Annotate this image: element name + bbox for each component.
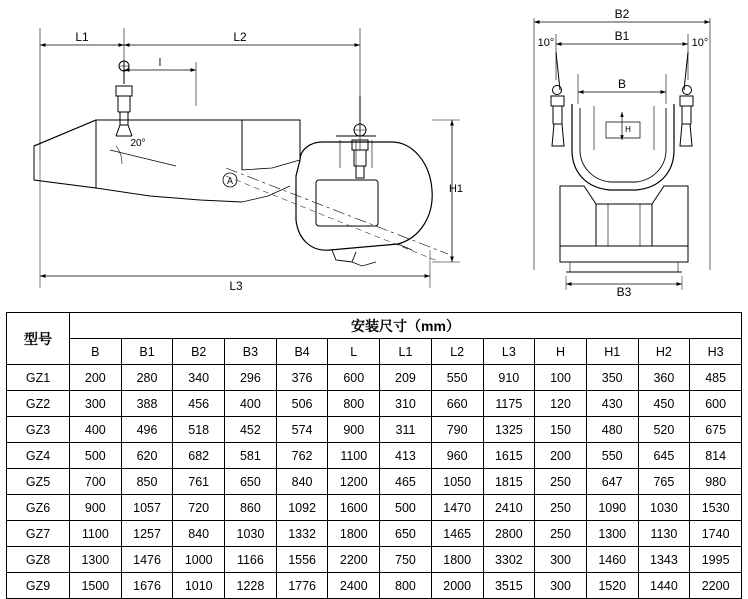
column-header-L2: L2 xyxy=(431,339,483,365)
cell: 1676 xyxy=(121,573,173,599)
cell: 452 xyxy=(225,417,277,443)
cell: 647 xyxy=(586,469,638,495)
table-row xyxy=(7,469,742,495)
cell: 1000 xyxy=(173,547,225,573)
cell: 376 xyxy=(276,365,328,391)
row-model: GZ2 xyxy=(7,391,70,417)
header-install-dimensions: 安装尺寸（mm） xyxy=(70,313,742,339)
cell: 1800 xyxy=(328,521,380,547)
cell: 520 xyxy=(638,417,690,443)
cell: 500 xyxy=(70,443,122,469)
spec-table xyxy=(6,312,742,599)
cell: 860 xyxy=(225,495,277,521)
cell: 450 xyxy=(638,391,690,417)
cell: 1300 xyxy=(586,521,638,547)
column-header-L1: L1 xyxy=(380,339,432,365)
cell: 388 xyxy=(121,391,173,417)
cell: 600 xyxy=(690,391,742,417)
cell: 518 xyxy=(173,417,225,443)
table-row xyxy=(7,391,742,417)
cell: 1030 xyxy=(638,495,690,521)
cell: 280 xyxy=(121,365,173,391)
label-angle-right-10: 10° xyxy=(691,37,709,49)
cell: 360 xyxy=(638,365,690,391)
cell: 840 xyxy=(276,469,328,495)
cell: 2410 xyxy=(483,495,535,521)
cell: 1440 xyxy=(638,573,690,599)
column-header-B3: B3 xyxy=(225,339,277,365)
cell: 761 xyxy=(173,469,225,495)
cell: 1815 xyxy=(483,469,535,495)
cell: 960 xyxy=(431,443,483,469)
cell: 250 xyxy=(535,521,587,547)
cell: 790 xyxy=(431,417,483,443)
cell: 650 xyxy=(225,469,277,495)
row-model: GZ6 xyxy=(7,495,70,521)
cell: 465 xyxy=(380,469,432,495)
table-row xyxy=(7,365,742,391)
cell: 600 xyxy=(328,365,380,391)
cell: 1175 xyxy=(483,391,535,417)
label-L3: L3 xyxy=(229,279,243,293)
cell: 910 xyxy=(483,365,535,391)
cell: 456 xyxy=(173,391,225,417)
table-row xyxy=(7,443,742,469)
cell: 3515 xyxy=(483,573,535,599)
cell: 300 xyxy=(535,547,587,573)
cell: 200 xyxy=(535,443,587,469)
cell: 765 xyxy=(638,469,690,495)
cell: 1100 xyxy=(70,521,122,547)
cell: 2200 xyxy=(328,547,380,573)
table-row xyxy=(7,417,742,443)
cell: 2200 xyxy=(690,573,742,599)
cell: 1010 xyxy=(173,573,225,599)
cell: 682 xyxy=(173,443,225,469)
cell: 1050 xyxy=(431,469,483,495)
cell: 550 xyxy=(431,365,483,391)
table-row xyxy=(7,521,742,547)
cell: 650 xyxy=(380,521,432,547)
header-model: 型号 xyxy=(7,313,70,365)
label-B2: B2 xyxy=(614,7,630,21)
cell: 1228 xyxy=(225,573,277,599)
cell: 1800 xyxy=(431,547,483,573)
column-header-H1: H1 xyxy=(586,339,638,365)
row-model: GZ4 xyxy=(7,443,70,469)
cell: 1325 xyxy=(483,417,535,443)
column-header-B: B xyxy=(70,339,122,365)
cell: 800 xyxy=(328,391,380,417)
cell: 506 xyxy=(276,391,328,417)
cell: 485 xyxy=(690,365,742,391)
row-model: GZ7 xyxy=(7,521,70,547)
cell: 1130 xyxy=(638,521,690,547)
cell: 400 xyxy=(70,417,122,443)
cell: 430 xyxy=(586,391,638,417)
cell: 1615 xyxy=(483,443,535,469)
column-header-L: L xyxy=(328,339,380,365)
cell: 1530 xyxy=(690,495,742,521)
column-header-B1: B1 xyxy=(121,339,173,365)
cell: 296 xyxy=(225,365,277,391)
spec-table-container xyxy=(6,312,742,599)
cell: 300 xyxy=(70,391,122,417)
cell: 200 xyxy=(70,365,122,391)
cell: 1300 xyxy=(70,547,122,573)
table-row xyxy=(7,495,742,521)
cell: 300 xyxy=(535,573,587,599)
row-model: GZ3 xyxy=(7,417,70,443)
row-model: GZ8 xyxy=(7,547,70,573)
cell: 980 xyxy=(690,469,742,495)
cell: 1092 xyxy=(276,495,328,521)
cell: 2400 xyxy=(328,573,380,599)
column-header-B2: B2 xyxy=(173,339,225,365)
cell: 340 xyxy=(173,365,225,391)
cell: 645 xyxy=(638,443,690,469)
label-B1: B1 xyxy=(614,29,630,43)
label-angle-left-10: 10° xyxy=(537,37,555,49)
cell: 1476 xyxy=(121,547,173,573)
cell: 500 xyxy=(380,495,432,521)
label-L1: L1 xyxy=(75,30,89,44)
cell: 550 xyxy=(586,443,638,469)
table-header-row xyxy=(7,313,742,339)
cell: 250 xyxy=(535,469,587,495)
row-model: GZ9 xyxy=(7,573,70,599)
cell: 1556 xyxy=(276,547,328,573)
cell: 1995 xyxy=(690,547,742,573)
column-header-H3: H3 xyxy=(690,339,742,365)
cell: 1100 xyxy=(328,443,380,469)
side-view xyxy=(34,28,460,288)
column-header-H: H xyxy=(535,339,587,365)
label-angle-20: 20° xyxy=(130,138,146,149)
cell: 311 xyxy=(380,417,432,443)
cell: 850 xyxy=(121,469,173,495)
cell: 900 xyxy=(328,417,380,443)
front-view xyxy=(534,18,710,290)
cell: 581 xyxy=(225,443,277,469)
label-H1: H1 xyxy=(448,183,464,195)
cell: 350 xyxy=(586,365,638,391)
cell: 2800 xyxy=(483,521,535,547)
cell: 750 xyxy=(380,547,432,573)
label-detail-A: A xyxy=(226,176,234,186)
cell: 1470 xyxy=(431,495,483,521)
cell: 814 xyxy=(690,443,742,469)
row-model: GZ5 xyxy=(7,469,70,495)
cell: 209 xyxy=(380,365,432,391)
cell: 1460 xyxy=(586,547,638,573)
cell: 675 xyxy=(690,417,742,443)
label-l: l xyxy=(158,57,162,69)
cell: 1776 xyxy=(276,573,328,599)
cell: 413 xyxy=(380,443,432,469)
cell: 2000 xyxy=(431,573,483,599)
table-row xyxy=(7,547,742,573)
row-model: GZ1 xyxy=(7,365,70,391)
cell: 400 xyxy=(225,391,277,417)
cell: 480 xyxy=(586,417,638,443)
cell: 496 xyxy=(121,417,173,443)
cell: 1057 xyxy=(121,495,173,521)
table-column-row xyxy=(7,339,742,365)
cell: 1343 xyxy=(638,547,690,573)
cell: 100 xyxy=(535,365,587,391)
cell: 900 xyxy=(70,495,122,521)
cell: 1200 xyxy=(328,469,380,495)
cell: 1257 xyxy=(121,521,173,547)
cell: 120 xyxy=(535,391,587,417)
cell: 1465 xyxy=(431,521,483,547)
cell: 250 xyxy=(535,495,587,521)
cell: 720 xyxy=(173,495,225,521)
label-H-inner: H xyxy=(625,125,631,134)
cell: 762 xyxy=(276,443,328,469)
column-header-H2: H2 xyxy=(638,339,690,365)
label-B3: B3 xyxy=(616,285,632,299)
cell: 310 xyxy=(380,391,432,417)
cell: 1520 xyxy=(586,573,638,599)
table-row xyxy=(7,573,742,599)
cell: 3302 xyxy=(483,547,535,573)
cell: 1030 xyxy=(225,521,277,547)
cell: 840 xyxy=(173,521,225,547)
cell: 620 xyxy=(121,443,173,469)
cell: 1166 xyxy=(225,547,277,573)
column-header-L3: L3 xyxy=(483,339,535,365)
cell: 1090 xyxy=(586,495,638,521)
cell: 800 xyxy=(380,573,432,599)
cell: 1740 xyxy=(690,521,742,547)
cell: 1500 xyxy=(70,573,122,599)
cell: 1332 xyxy=(276,521,328,547)
label-B: B xyxy=(617,77,627,91)
label-L2: L2 xyxy=(233,30,247,44)
cell: 700 xyxy=(70,469,122,495)
cell: 660 xyxy=(431,391,483,417)
cell: 574 xyxy=(276,417,328,443)
cell: 1600 xyxy=(328,495,380,521)
cell: 150 xyxy=(535,417,587,443)
column-header-B4: B4 xyxy=(276,339,328,365)
